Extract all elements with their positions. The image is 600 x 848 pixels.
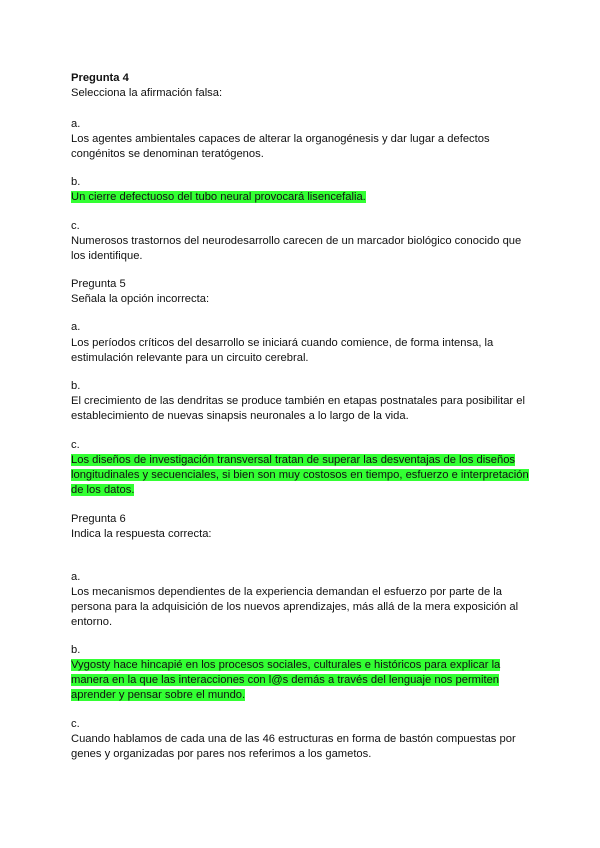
question-4-prompt: Selecciona la afirmación falsa: bbox=[71, 87, 223, 99]
q4-option-a-letter: a. bbox=[71, 118, 81, 130]
question-5-prompt: Señala la opción incorrecta: bbox=[71, 293, 210, 305]
highlighted-answer: de los datos. bbox=[71, 484, 135, 496]
q4-option-b-letter: b. bbox=[71, 176, 81, 188]
question-4-title: Pregunta 4 bbox=[71, 72, 129, 84]
q6-option-c-text-line-2: genes y organizadas por pares nos referimos a los gametos. bbox=[71, 748, 372, 760]
q5-option-b-text-line-1: El crecimiento de las dendritas se produce también en etapas postnatales para posibilitar el bbox=[71, 395, 525, 407]
highlighted-answer: aprender y pensar sobre el mundo. bbox=[71, 689, 246, 701]
q5-option-a-text-line-2: estimulación relevante para un circuito cerebral. bbox=[71, 352, 309, 364]
q4-option-c-text-line-1: Numerosos trastornos del neurodesarrollo carecen de un marcador biológico conocido que bbox=[71, 235, 522, 247]
q4-option-b-text-line-1 bbox=[71, 190, 366, 206]
q6-option-b-text-line-2 bbox=[71, 673, 499, 689]
q6-option-b-letter: b. bbox=[71, 644, 81, 656]
q4-option-a-text-line-1: Los agentes ambientales capaces de alterar la organogénesis y dar lugar a defectos bbox=[71, 133, 490, 145]
question-5-title: Pregunta 5 bbox=[71, 278, 126, 290]
q5-option-c-text-line-2 bbox=[71, 468, 529, 484]
q6-option-a-text-line-3: entorno. bbox=[71, 616, 113, 628]
highlighted-answer: Un cierre defectuoso del tubo neural provocará lisencefalia. bbox=[71, 191, 366, 203]
highlighted-answer: manera en la que las interacciones con l@s demás a través del lenguaje nos permiten bbox=[71, 674, 500, 686]
q5-option-a-text-line-1: Los períodos críticos del desarrollo se iniciará cuando comience, de forma intensa, la bbox=[71, 337, 494, 349]
question-6-title: Pregunta 6 bbox=[71, 513, 126, 525]
q6-option-b-text-line-1 bbox=[71, 658, 500, 674]
question-6-prompt: Indica la respuesta correcta: bbox=[71, 528, 212, 540]
highlighted-answer: longitudinales y secuenciales, si bien son muy costosos en tiempo, esfuerzo e interpretación bbox=[71, 469, 529, 481]
q5-option-c-text-line-1 bbox=[71, 453, 515, 469]
q4-option-a-text-line-2: congénitos se denominan teratógenos. bbox=[71, 148, 264, 160]
q6-option-a-text-line-1: Los mecanismos dependientes de la experiencia demandan el esfuerzo por parte de la bbox=[71, 586, 502, 598]
q5-option-c-text-line-3 bbox=[71, 483, 134, 499]
q6-option-c-text-line-1: Cuando hablamos de cada una de las 46 estructuras en forma de bastón compuestas por bbox=[71, 733, 516, 745]
q6-option-c-letter: c. bbox=[71, 718, 80, 730]
highlighted-answer: Los diseños de investigación transversal tratan de superar las desventajas de los diseños bbox=[71, 454, 516, 466]
q6-option-a-letter: a. bbox=[71, 571, 81, 583]
q4-option-c-text-line-2: los identifique. bbox=[71, 250, 143, 262]
q5-option-a-letter: a. bbox=[71, 321, 81, 333]
q5-option-c-letter: c. bbox=[71, 439, 80, 451]
q5-option-b-letter: b. bbox=[71, 380, 81, 392]
q5-option-b-text-line-2: establecimiento de nuevas sinapsis neuronales a lo largo de la vida. bbox=[71, 410, 409, 422]
q4-option-c-letter: c. bbox=[71, 220, 80, 232]
highlighted-answer: Vygosty hace hincapié en los procesos sociales, culturales e históricos para explicar la bbox=[71, 659, 501, 671]
q6-option-b-text-line-3 bbox=[71, 688, 245, 704]
q6-option-a-text-line-2: persona para la adquisición de los nuevos aprendizajes, más allá de la mera exposición al bbox=[71, 601, 519, 613]
